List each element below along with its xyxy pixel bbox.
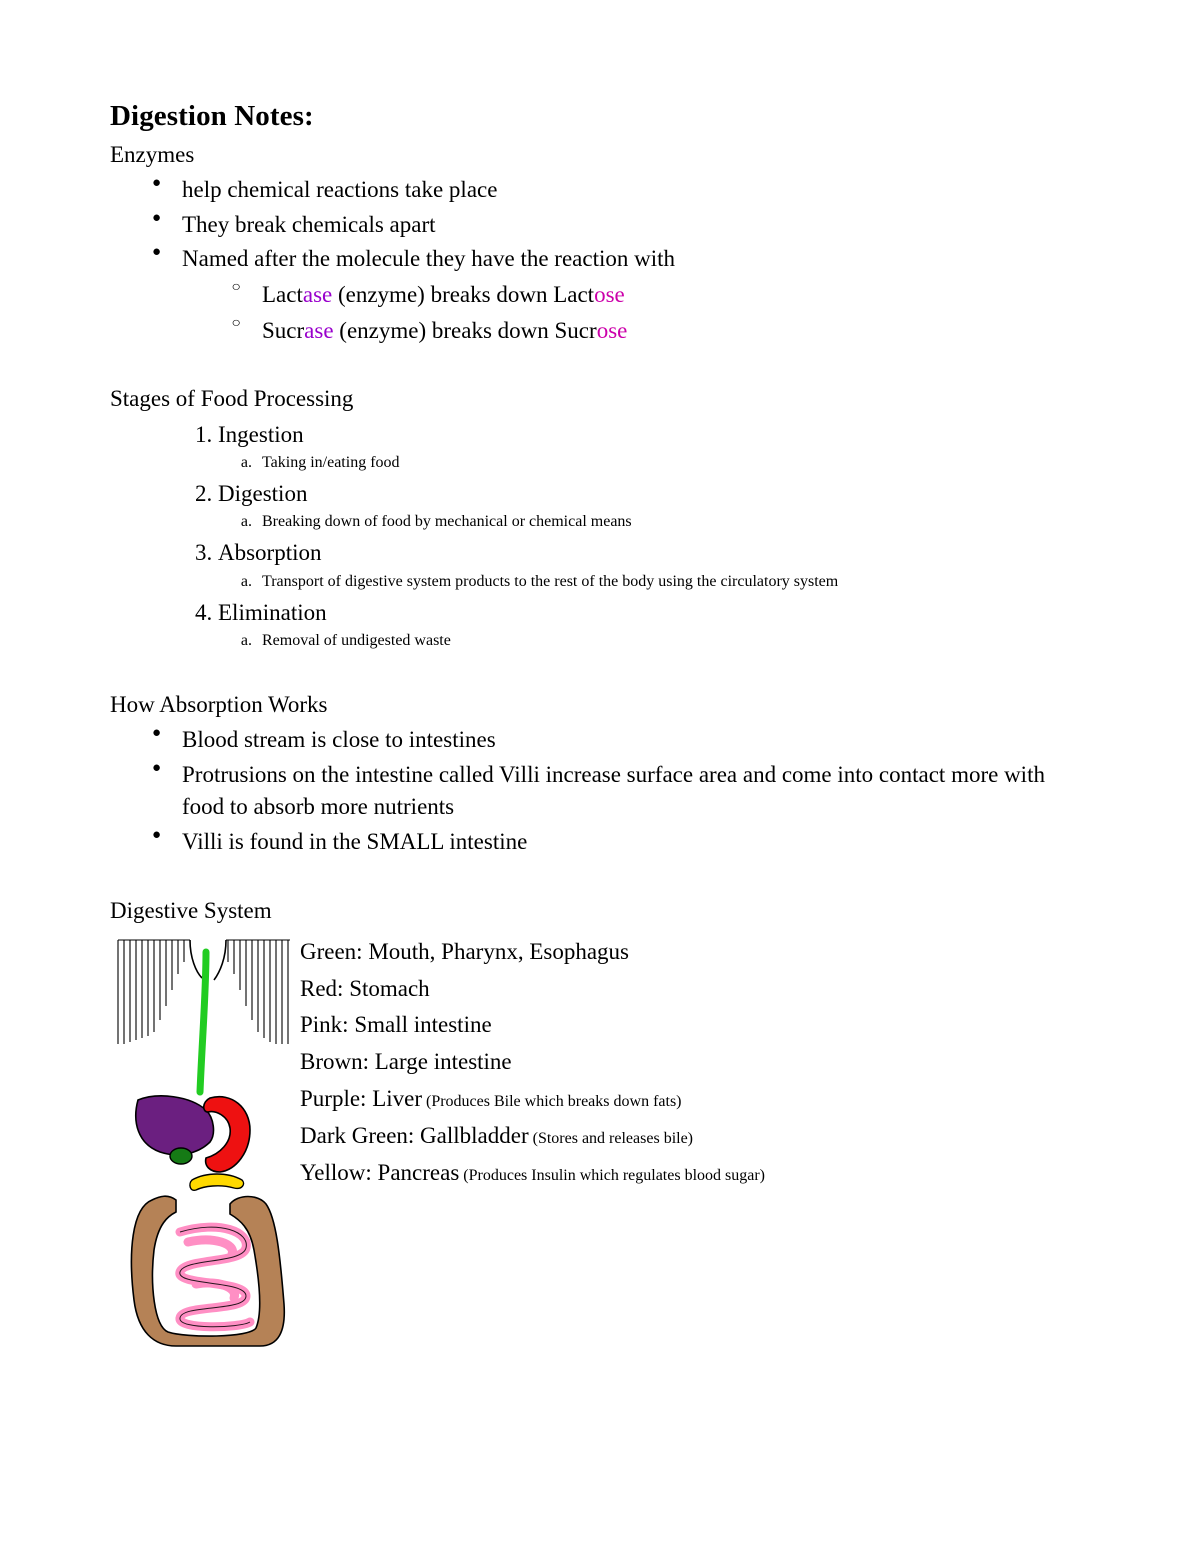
enzymes-bullet-list <box>110 174 1090 277</box>
stage-detail-list <box>218 629 1090 653</box>
legend-label: Purple: Liver <box>300 1086 422 1111</box>
lactase-mid: (enzyme) breaks down Lact <box>332 282 595 308</box>
esophagus-shape <box>200 952 206 1092</box>
list-item <box>218 596 1090 653</box>
digestive-system-legend <box>300 932 765 1192</box>
legend-label: Dark Green: Gallbladder <box>300 1122 529 1148</box>
list-item <box>220 314 1090 347</box>
stage-name: Digestion <box>218 480 308 506</box>
legend-label: Pink: Small intestine <box>300 1012 492 1038</box>
stages-ordered-list <box>110 418 1090 653</box>
section-heading-stages: Stages of Food Processing <box>110 385 354 411</box>
legend-item-red <box>300 971 765 1008</box>
legend-item-yellow <box>300 1155 765 1192</box>
stage-detail-list <box>218 570 1090 594</box>
stage-detail-list <box>218 510 1090 534</box>
absorption-bullet-list <box>110 724 1090 860</box>
list-item: ● They break chemicals apart <box>110 209 1090 242</box>
legend-label: Yellow: Pancreas <box>300 1159 460 1185</box>
list-item: ● Villi is found in the SMALL intestine <box>110 826 1090 859</box>
list-item: a. Removal of undigested waste <box>256 629 1090 653</box>
enzymes-sub-list-wrap <box>110 278 1090 347</box>
sucrase-mid: (enzyme) breaks down Sucr <box>333 317 597 343</box>
stage-name: Absorption <box>218 540 322 566</box>
list-item <box>218 418 1090 475</box>
legend-note: (Produces Insulin which regulates blood sugar) <box>459 1166 766 1184</box>
stage-name: Elimination <box>218 599 327 625</box>
legend-item-purple <box>300 1081 765 1118</box>
list-item: a. Transport of digestive system products to the rest of the body using the circulatory system <box>256 570 1090 594</box>
list-item: ● help chemical reactions take place <box>110 174 1090 207</box>
digestive-system-figure-row <box>110 932 1090 1362</box>
legend-item-pink <box>300 1007 765 1044</box>
legend-label: Green: Mouth, Pharynx, Esophagus <box>300 938 629 964</box>
section-heading-digestive-system: Digestive System <box>110 898 272 924</box>
legend-item-green <box>300 934 765 971</box>
list-item: a. Taking in/eating food <box>256 451 1090 475</box>
legend-item-dark-green <box>300 1118 765 1155</box>
legend-note: (Stores and releases bile) <box>528 1129 694 1147</box>
list-item: ● Blood stream is close to intestines <box>110 724 1090 757</box>
legend-item-brown <box>300 1044 765 1081</box>
legend-label: Red: Stomach <box>300 975 430 1001</box>
liver-shape <box>136 1096 214 1155</box>
sucrase-suffix-highlight: ase <box>304 317 334 343</box>
lactose-suffix-highlight: ose <box>594 282 625 308</box>
list-item: ● Protrusions on the intestine called Villi increase surface area and come into contact more with food to absorb more nutrients <box>110 759 1090 825</box>
list-item: a. Breaking down of food by mechanical or chemical means <box>256 510 1090 534</box>
stage-name: Ingestion <box>218 421 304 447</box>
enzymes-sub-bullet-list <box>220 278 1090 347</box>
list-item <box>220 278 1090 311</box>
section-heading-enzymes: Enzymes <box>110 142 195 167</box>
sucrase-pre: Sucr <box>262 317 305 343</box>
page-title: Digestion Notes: <box>110 100 314 132</box>
lactase-suffix-highlight: ase <box>302 282 333 308</box>
legend-label: Brown: Large intestine <box>300 1049 512 1075</box>
list-item <box>218 477 1090 534</box>
lactase-pre: Lact <box>262 282 303 308</box>
list-item: ● Named after the molecule they have the reaction with <box>110 243 1090 276</box>
section-heading-absorption: How Absorption Works <box>110 692 328 717</box>
gallbladder-shape <box>170 1148 192 1164</box>
pancreas-shape <box>190 1174 244 1190</box>
legend-note: (Produces Bile which breaks down fats) <box>422 1093 682 1110</box>
list-item <box>218 536 1090 593</box>
digestive-system-diagram <box>110 932 300 1362</box>
sucrose-suffix-highlight: ose <box>596 317 628 343</box>
stage-detail-list <box>218 451 1090 475</box>
